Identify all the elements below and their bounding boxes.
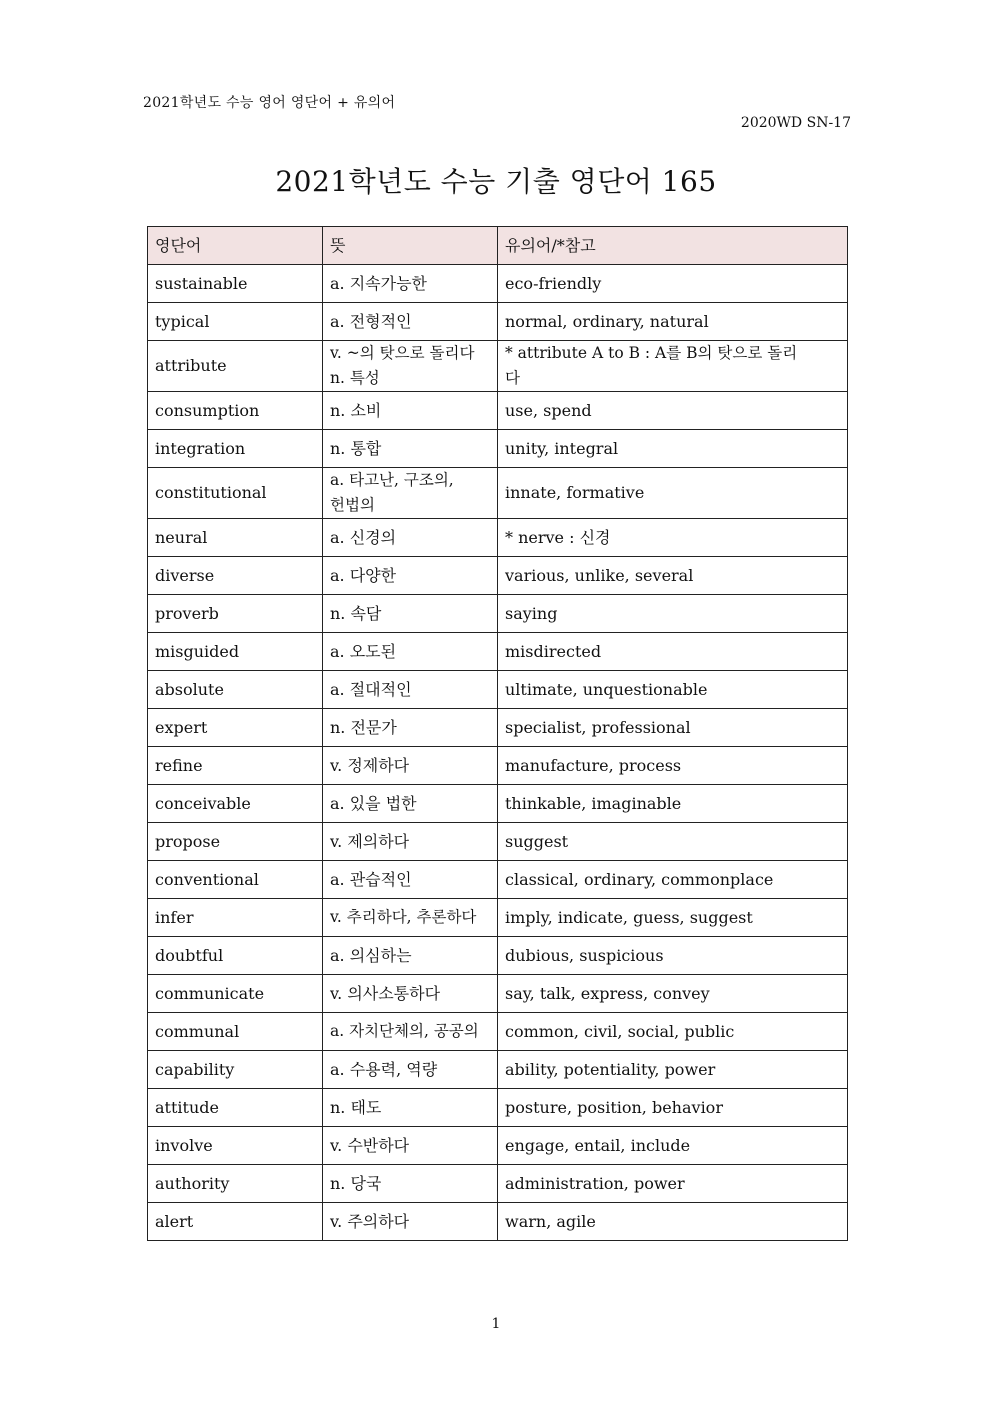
table-row: [148, 823, 848, 861]
word-cell: communal: [148, 1013, 323, 1051]
table-row: [148, 937, 848, 975]
synonyms-cell: administration, power: [498, 1165, 848, 1203]
meaning-cell: n. 태도: [323, 1089, 498, 1127]
meaning-cell: n. 전문가: [323, 709, 498, 747]
document-code: 2020WD SN-17: [740, 115, 851, 131]
page-title: 2021학년도 수능 기출 영단어 165: [275, 165, 717, 198]
synonyms-line: * attribute A to B : A를 B의 탓으로 돌리: [505, 344, 798, 362]
column-header-word: 영단어: [148, 227, 323, 265]
table-row: [148, 303, 848, 341]
synonyms-cell: posture, position, behavior: [498, 1089, 848, 1127]
table-row: [148, 468, 848, 519]
word-cell: absolute: [148, 671, 323, 709]
synonyms-cell: innate, formative: [498, 468, 848, 519]
word-cell: authority: [148, 1165, 323, 1203]
meaning-cell: v. 정제하다: [323, 747, 498, 785]
word-cell: sustainable: [148, 265, 323, 303]
table-row: [148, 709, 848, 747]
page-number: 1: [491, 1316, 501, 1332]
synonyms-cell: classical, ordinary, commonplace: [498, 861, 848, 899]
meaning-cell: a. 신경의: [323, 519, 498, 557]
synonyms-cell: normal, ordinary, natural: [498, 303, 848, 341]
meaning-line: a. 타고난, 구조의,: [330, 471, 454, 489]
word-cell: propose: [148, 823, 323, 861]
meaning-cell: n. 당국: [323, 1165, 498, 1203]
word-cell: neural: [148, 519, 323, 557]
table-row: [148, 899, 848, 937]
synonyms-cell: dubious, suspicious: [498, 937, 848, 975]
table-header-row: [148, 227, 848, 265]
table-row: [148, 861, 848, 899]
word-cell: misguided: [148, 633, 323, 671]
meaning-cell: v. 추리하다, 추론하다: [323, 899, 498, 937]
meaning-cell: n. 속담: [323, 595, 498, 633]
meaning-cell: n. 통합: [323, 430, 498, 468]
synonyms-cell: unity, integral: [498, 430, 848, 468]
table-row: [148, 785, 848, 823]
synonyms-cell: specialist, professional: [498, 709, 848, 747]
synonyms-cell: engage, entail, include: [498, 1127, 848, 1165]
meaning-cell: a. 오도된: [323, 633, 498, 671]
meaning-cell: [323, 468, 498, 519]
synonyms-cell: common, civil, social, public: [498, 1013, 848, 1051]
word-cell: refine: [148, 747, 323, 785]
word-cell: typical: [148, 303, 323, 341]
meaning-cell: a. 관습적인: [323, 861, 498, 899]
meaning-cell: a. 수용력, 역량: [323, 1051, 498, 1089]
word-cell: conceivable: [148, 785, 323, 823]
meaning-cell: a. 절대적인: [323, 671, 498, 709]
word-cell: communicate: [148, 975, 323, 1013]
table-row: [148, 747, 848, 785]
synonyms-cell: ability, potentiality, power: [498, 1051, 848, 1089]
meaning-cell: v. 주의하다: [323, 1203, 498, 1241]
meaning-cell: v. 제의하다: [323, 823, 498, 861]
word-cell: integration: [148, 430, 323, 468]
table-row: [148, 1165, 848, 1203]
meaning-cell: a. 의심하는: [323, 937, 498, 975]
table-row: [148, 265, 848, 303]
word-cell: capability: [148, 1051, 323, 1089]
meaning-cell: a. 전형적인: [323, 303, 498, 341]
word-cell: alert: [148, 1203, 323, 1241]
synonyms-cell: imply, indicate, guess, suggest: [498, 899, 848, 937]
table-row: [148, 1013, 848, 1051]
synonyms-cell: warn, agile: [498, 1203, 848, 1241]
table-row: [148, 1051, 848, 1089]
synonyms-cell: * nerve : 신경: [498, 519, 848, 557]
synonyms-cell: eco-friendly: [498, 265, 848, 303]
column-header-meaning: 뜻: [323, 227, 498, 265]
word-cell: proverb: [148, 595, 323, 633]
word-cell: attribute: [148, 341, 323, 392]
column-header-synonyms: 유의어/*참고: [498, 227, 848, 265]
meaning-line: 헌법의: [330, 496, 375, 514]
table-row: [148, 430, 848, 468]
table-row: [148, 519, 848, 557]
synonyms-cell: say, talk, express, convey: [498, 975, 848, 1013]
table-row: [148, 671, 848, 709]
word-cell: involve: [148, 1127, 323, 1165]
meaning-cell: a. 있을 법한: [323, 785, 498, 823]
synonyms-cell: thinkable, imaginable: [498, 785, 848, 823]
synonyms-cell: use, spend: [498, 392, 848, 430]
synonyms-cell: suggest: [498, 823, 848, 861]
meaning-cell: n. 소비: [323, 392, 498, 430]
table-row: [148, 975, 848, 1013]
synonyms-cell: [498, 341, 848, 392]
word-cell: constitutional: [148, 468, 323, 519]
word-cell: diverse: [148, 557, 323, 595]
table-row: [148, 1127, 848, 1165]
vocabulary-table: [147, 226, 848, 1241]
word-cell: attitude: [148, 1089, 323, 1127]
word-cell: infer: [148, 899, 323, 937]
table-row: [148, 557, 848, 595]
meaning-line: v. ~의 탓으로 돌리다: [330, 344, 475, 362]
meaning-cell: a. 지속가능한: [323, 265, 498, 303]
meaning-line: n. 특성: [330, 369, 380, 387]
table-row: [148, 392, 848, 430]
meaning-cell: a. 다양한: [323, 557, 498, 595]
meaning-cell: a. 자치단체의, 공공의: [323, 1013, 498, 1051]
synonyms-cell: misdirected: [498, 633, 848, 671]
synonyms-cell: ultimate, unquestionable: [498, 671, 848, 709]
synonyms-cell: saying: [498, 595, 848, 633]
table-row: [148, 341, 848, 392]
word-cell: expert: [148, 709, 323, 747]
word-cell: consumption: [148, 392, 323, 430]
synonyms-cell: various, unlike, several: [498, 557, 848, 595]
table-row: [148, 1203, 848, 1241]
table-row: [148, 595, 848, 633]
word-cell: doubtful: [148, 937, 323, 975]
meaning-cell: v. 수반하다: [323, 1127, 498, 1165]
synonyms-line: 다: [505, 369, 520, 387]
word-cell: conventional: [148, 861, 323, 899]
table-row: [148, 633, 848, 671]
table-row: [148, 1089, 848, 1127]
meaning-cell: [323, 341, 498, 392]
meaning-cell: v. 의사소통하다: [323, 975, 498, 1013]
synonyms-cell: manufacture, process: [498, 747, 848, 785]
document-header-label: 2021학년도 수능 영어 영단어 + 유의어: [143, 95, 396, 111]
